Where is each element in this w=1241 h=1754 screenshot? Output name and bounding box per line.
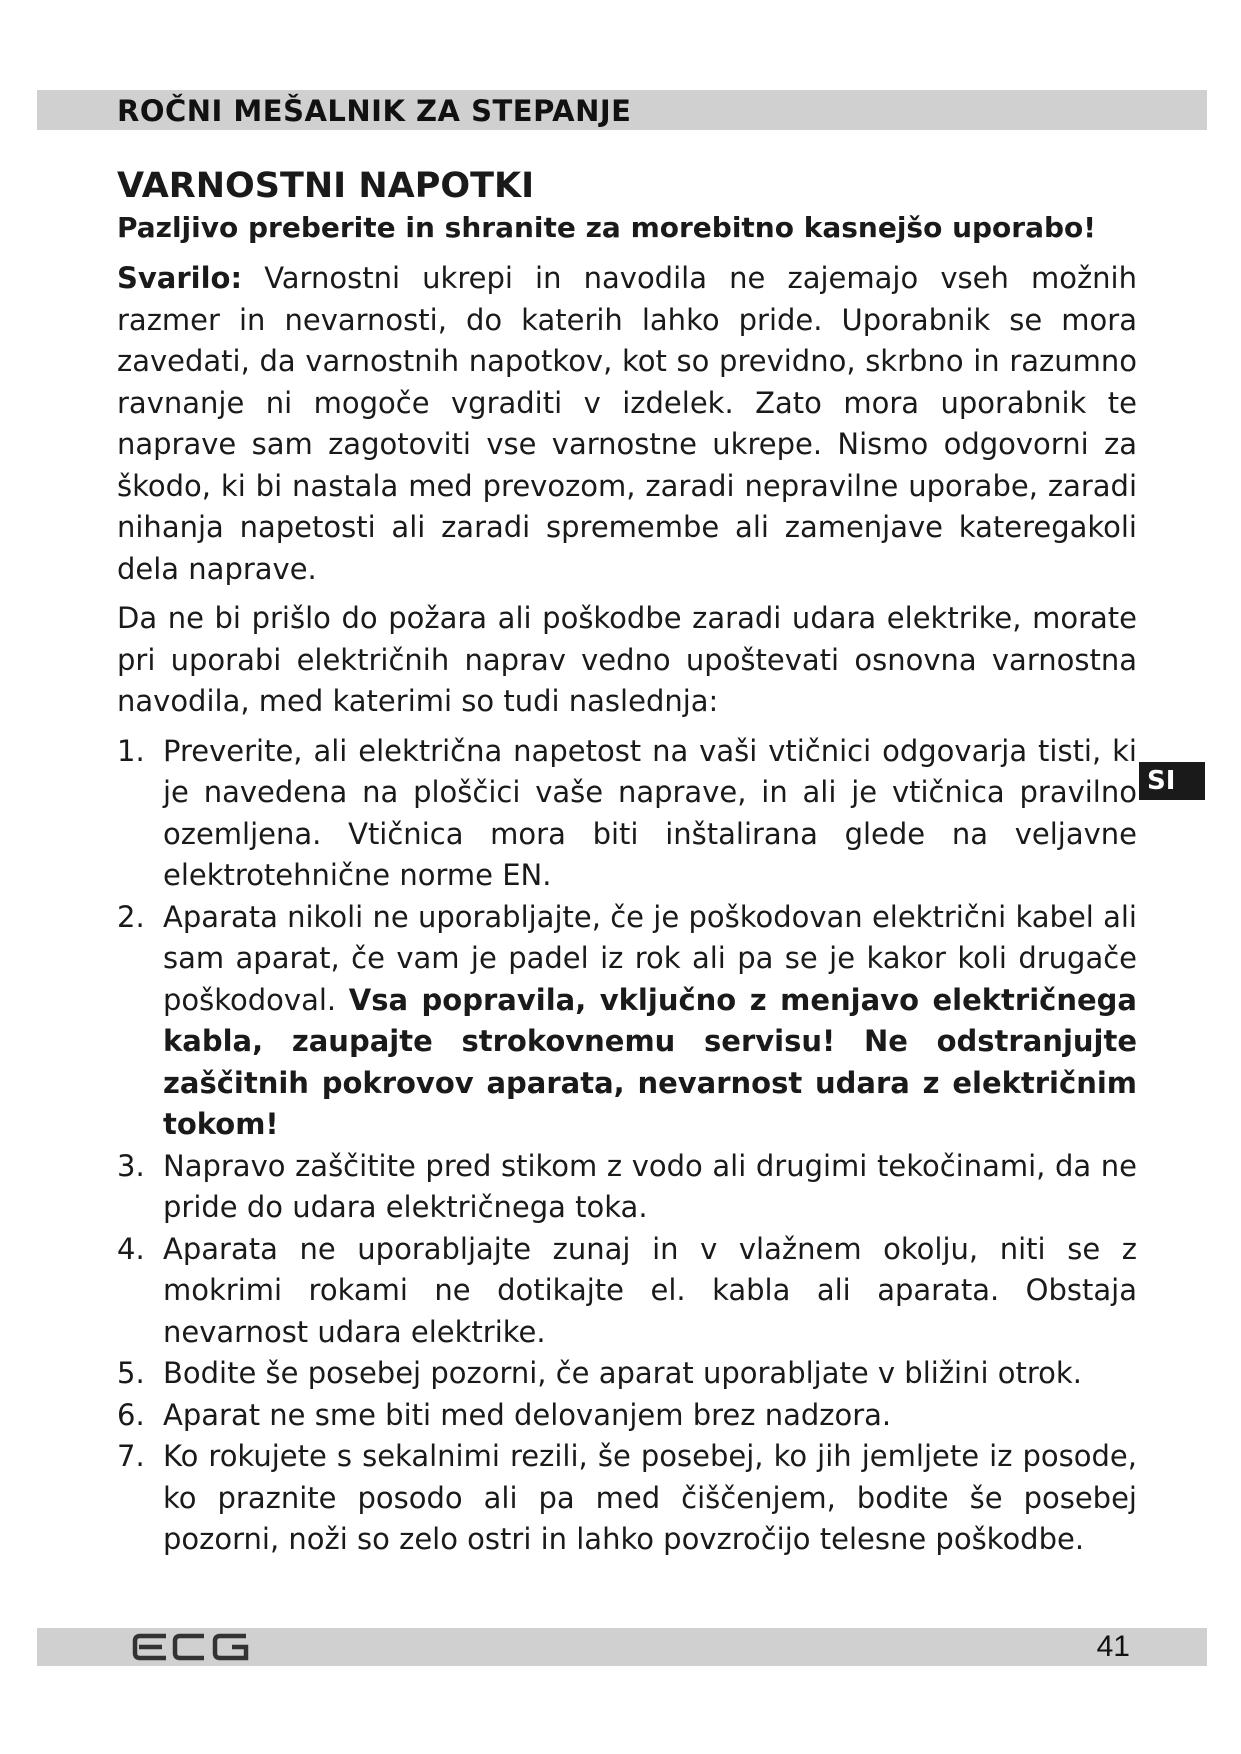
list-item-number: 4. bbox=[117, 1231, 145, 1266]
ecg-logo bbox=[132, 1632, 250, 1662]
list-item-number: 7. bbox=[117, 1439, 145, 1473]
main-content bbox=[117, 164, 1137, 1561]
warning-label: Svarilo: bbox=[117, 261, 243, 295]
list-item-text: Napravo zaščitite pred stikom z vodo ali drugimi tekočinami, da ne pride do udara električnega toka. bbox=[163, 1148, 1137, 1224]
list-item-number: 3. bbox=[117, 1148, 145, 1183]
list-item bbox=[117, 1146, 1137, 1229]
list-item-text: Ko rokujete s sekalnimi rezili, še posebej, ko jih jemljete iz posode, ko praznite posodo ali pa med čiščenjem, bodite še posebej pozorni, noži so zelo ostri in lahko povzročijo telesne poškodbe. bbox=[163, 1439, 1137, 1556]
list-item bbox=[117, 897, 1137, 1146]
list-item-text: Bodite še posebej pozorni, če aparat uporabljate v bližini otrok. bbox=[163, 1356, 1082, 1390]
header-title: ROČNI MEŠALNIK ZA STEPANJE bbox=[117, 94, 632, 128]
safety-rules-list bbox=[117, 731, 1137, 1561]
warning-text: Varnostni ukrepi in navodila ne zajemajo vseh možnih razmer in nevarnosti, do katerih lahko pride. Uporabnik se mora zavedati, da varnostnih napotkov, kot so previdno, skrbno in razumno ravnanje ni mogoče vgraditi v izdelek. Zato mora uporabnik te naprave sam zagotoviti vse varnostne ukrepe. Nismo odgovorni za škodo, ki bi nastala med prevozom, zaradi nepravilne uporabe, zaradi nihanja napetosti ali zaradi spremembe ali zamenjave kateregakoli dela naprave. bbox=[117, 261, 1137, 586]
list-item-text: Preverite, ali električna napetost na vaši vtičnici odgovarja tisti, ki je navedena na ploščici vaše naprave, in ali je vtičnica pravilno ozemljena. Vtičnica mora biti inštalirana glede na veljavne elektrotehnične norme EN. bbox=[163, 733, 1137, 892]
warning-paragraph bbox=[117, 258, 1137, 590]
list-item-text: Aparata nikoli ne uporabljajte, če je poškodovan električni kabel ali sam aparat, če vam je padel iz rok ali pa se je kakor koli drugače poškodoval. bbox=[163, 899, 1137, 1017]
list-item bbox=[117, 1395, 1137, 1437]
list-item-number: 6. bbox=[117, 1397, 145, 1432]
list-item bbox=[117, 1229, 1137, 1354]
section-subtitle: Pazljivo preberite in shranite za morebitno kasnejšo uporabo! bbox=[117, 211, 1097, 244]
list-item bbox=[117, 731, 1137, 897]
page-number: 41 bbox=[1096, 1630, 1130, 1663]
language-tab: SI bbox=[1139, 762, 1205, 800]
list-item-text: Aparata ne uporabljajte zunaj in v vlažnem okolju, niti se z mokrimi rokami ne dotikajte el. kabla ali aparata. Obstaja nevarnost udara elektrike. bbox=[163, 1231, 1137, 1349]
list-item bbox=[117, 1436, 1137, 1561]
list-item-number: 1. bbox=[117, 733, 145, 768]
list-item-number: 2. bbox=[117, 899, 145, 934]
list-item-bold-text: Vsa popravila, vključno z menjavo električnega kabla, zaupajte strokovnemu servisu! Ne odstranjujte zaščitnih pokrovov aparata, nevarnost udara z električnim tokom! bbox=[163, 982, 1137, 1141]
list-item bbox=[117, 1353, 1137, 1395]
list-item-text: Aparat ne sme biti med delovanjem brez nadzora. bbox=[163, 1397, 892, 1432]
list-item-number: 5. bbox=[117, 1356, 145, 1390]
section-title: VARNOSTNI NAPOTKI bbox=[117, 166, 535, 206]
intro-paragraph: Da ne bi prišlo do požara ali poškodbe zaradi udara elektrike, morate pri uporabi električnih naprav vedno upoštevati osnovna varnostna navodila, med katerimi so tudi naslednja: bbox=[117, 601, 1137, 718]
